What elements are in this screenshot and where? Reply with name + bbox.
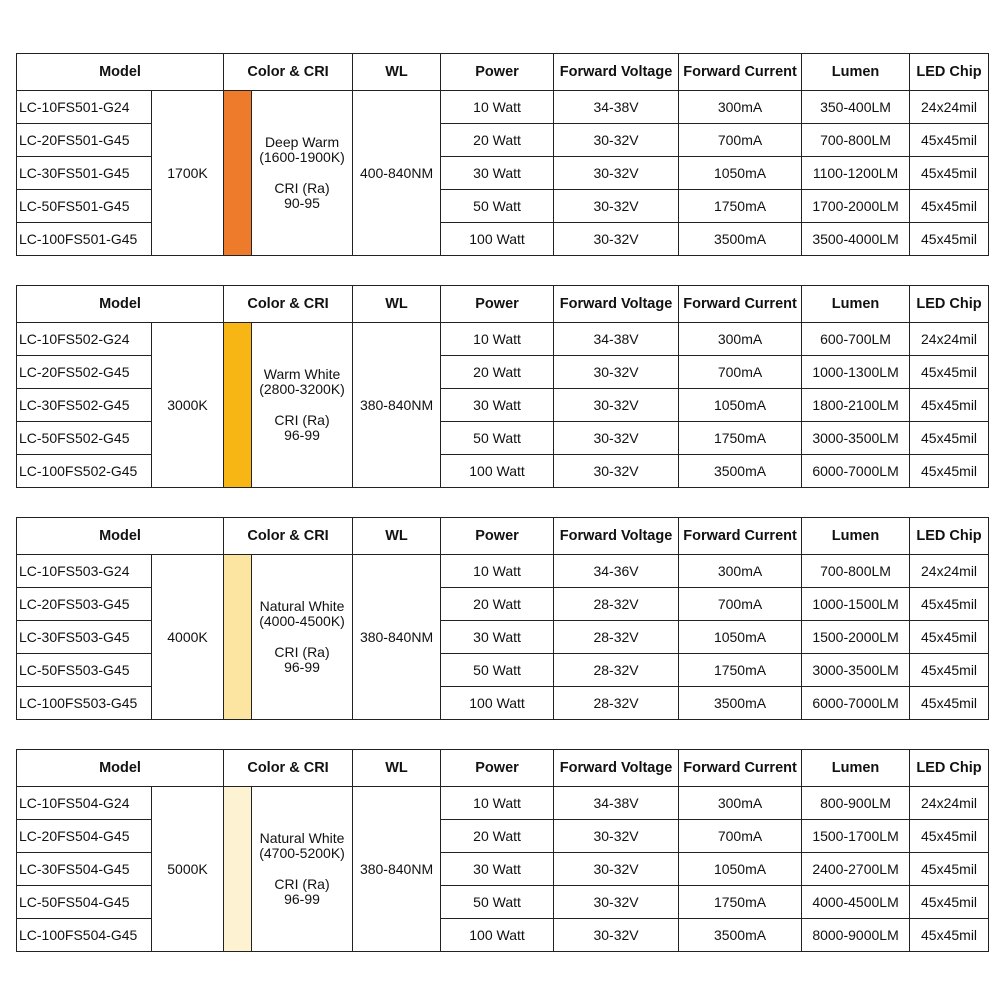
forward-voltage-cell: 30-32V bbox=[554, 190, 679, 223]
wavelength-cell: 400-840NM bbox=[353, 91, 441, 256]
color-description bbox=[252, 787, 353, 952]
forward-current-cell: 300mA bbox=[679, 555, 802, 588]
model-cell: LC-50FS501-G45 bbox=[17, 190, 152, 223]
header-wl: WL bbox=[353, 750, 441, 787]
forward-current-cell: 700mA bbox=[679, 356, 802, 389]
led-chip-cell: 45x45mil bbox=[910, 919, 989, 952]
model-cell: LC-20FS501-G45 bbox=[17, 124, 152, 157]
header-color-cri: Color & CRI bbox=[224, 518, 353, 555]
power-cell: 50 Watt bbox=[441, 654, 554, 687]
forward-current-cell: 3500mA bbox=[679, 455, 802, 488]
header-led-chip: LED Chip bbox=[910, 750, 989, 787]
forward-current-cell: 300mA bbox=[679, 91, 802, 124]
lumen-cell: 3500-4000LM bbox=[802, 223, 910, 256]
led-chip-cell: 45x45mil bbox=[910, 820, 989, 853]
power-cell: 100 Watt bbox=[441, 223, 554, 256]
led-chip-cell: 45x45mil bbox=[910, 853, 989, 886]
color-swatch bbox=[224, 787, 252, 952]
led-chip-cell: 45x45mil bbox=[910, 654, 989, 687]
wavelength-cell: 380-840NM bbox=[353, 323, 441, 488]
header-power: Power bbox=[441, 54, 554, 91]
power-cell: 20 Watt bbox=[441, 588, 554, 621]
table-row bbox=[17, 91, 989, 124]
power-cell: 50 Watt bbox=[441, 422, 554, 455]
model-cell: LC-100FS503-G45 bbox=[17, 687, 152, 720]
led-chip-cell: 45x45mil bbox=[910, 422, 989, 455]
gap bbox=[252, 397, 352, 413]
header-row bbox=[17, 750, 989, 787]
model-cell: LC-20FS502-G45 bbox=[17, 356, 152, 389]
forward-current-cell: 1050mA bbox=[679, 621, 802, 654]
model-cell: LC-100FS504-G45 bbox=[17, 919, 152, 952]
header-led-chip: LED Chip bbox=[910, 518, 989, 555]
led-chip-cell: 45x45mil bbox=[910, 588, 989, 621]
forward-voltage-cell: 34-36V bbox=[554, 555, 679, 588]
color-range: (4000-4500K) bbox=[259, 613, 345, 629]
led-chip-cell: 45x45mil bbox=[910, 223, 989, 256]
color-description bbox=[252, 323, 353, 488]
forward-voltage-cell: 30-32V bbox=[554, 422, 679, 455]
forward-voltage-cell: 30-32V bbox=[554, 886, 679, 919]
led-chip-cell: 24x24mil bbox=[910, 91, 989, 124]
model-cell: LC-20FS503-G45 bbox=[17, 588, 152, 621]
power-cell: 30 Watt bbox=[441, 621, 554, 654]
model-cell: LC-30FS501-G45 bbox=[17, 157, 152, 190]
model-cell: LC-100FS501-G45 bbox=[17, 223, 152, 256]
forward-current-cell: 1050mA bbox=[679, 389, 802, 422]
cri-label: CRI (Ra) bbox=[274, 180, 330, 196]
header-forward-current: Forward Current bbox=[679, 750, 802, 787]
lumen-cell: 6000-7000LM bbox=[802, 455, 910, 488]
lumen-cell: 1000-1500LM bbox=[802, 588, 910, 621]
forward-voltage-cell: 34-38V bbox=[554, 91, 679, 124]
power-cell: 30 Watt bbox=[441, 389, 554, 422]
model-cell: LC-30FS504-G45 bbox=[17, 853, 152, 886]
header-row bbox=[17, 286, 989, 323]
led-chip-cell: 45x45mil bbox=[910, 124, 989, 157]
model-cell: LC-50FS503-G45 bbox=[17, 654, 152, 687]
header-power: Power bbox=[441, 518, 554, 555]
forward-voltage-cell: 34-38V bbox=[554, 323, 679, 356]
power-cell: 10 Watt bbox=[441, 555, 554, 588]
led-chip-cell: 45x45mil bbox=[910, 356, 989, 389]
forward-current-cell: 1750mA bbox=[679, 422, 802, 455]
power-cell: 30 Watt bbox=[441, 853, 554, 886]
gap bbox=[252, 629, 352, 645]
forward-voltage-cell: 30-32V bbox=[554, 157, 679, 190]
lumen-cell: 8000-9000LM bbox=[802, 919, 910, 952]
power-cell: 20 Watt bbox=[441, 820, 554, 853]
led-chip-cell: 45x45mil bbox=[910, 389, 989, 422]
table-row bbox=[17, 323, 989, 356]
header-model: Model bbox=[17, 518, 224, 555]
header-lumen: Lumen bbox=[802, 54, 910, 91]
header-forward-voltage: Forward Voltage bbox=[554, 286, 679, 323]
forward-current-cell: 1050mA bbox=[679, 853, 802, 886]
model-cell: LC-10FS504-G24 bbox=[17, 787, 152, 820]
led-chip-cell: 45x45mil bbox=[910, 886, 989, 919]
power-cell: 100 Watt bbox=[441, 919, 554, 952]
power-cell: 10 Watt bbox=[441, 91, 554, 124]
spec-table bbox=[16, 285, 989, 488]
power-cell: 50 Watt bbox=[441, 886, 554, 919]
forward-voltage-cell: 30-32V bbox=[554, 919, 679, 952]
forward-current-cell: 700mA bbox=[679, 124, 802, 157]
header-wl: WL bbox=[353, 286, 441, 323]
power-cell: 100 Watt bbox=[441, 455, 554, 488]
header-forward-voltage: Forward Voltage bbox=[554, 750, 679, 787]
forward-voltage-cell: 30-32V bbox=[554, 389, 679, 422]
led-chip-cell: 45x45mil bbox=[910, 621, 989, 654]
table-row bbox=[17, 787, 989, 820]
led-chip-cell: 24x24mil bbox=[910, 787, 989, 820]
cri-label: CRI (Ra) bbox=[274, 644, 330, 660]
forward-voltage-cell: 34-38V bbox=[554, 787, 679, 820]
header-lumen: Lumen bbox=[802, 286, 910, 323]
forward-voltage-cell: 30-32V bbox=[554, 223, 679, 256]
power-cell: 20 Watt bbox=[441, 356, 554, 389]
forward-current-cell: 700mA bbox=[679, 820, 802, 853]
cri-label: CRI (Ra) bbox=[274, 876, 330, 892]
color-swatch bbox=[224, 91, 252, 256]
header-model: Model bbox=[17, 54, 224, 91]
power-cell: 30 Watt bbox=[441, 157, 554, 190]
forward-voltage-cell: 30-32V bbox=[554, 356, 679, 389]
wavelength-cell: 380-840NM bbox=[353, 787, 441, 952]
header-model: Model bbox=[17, 750, 224, 787]
header-forward-current: Forward Current bbox=[679, 54, 802, 91]
forward-current-cell: 3500mA bbox=[679, 919, 802, 952]
gap bbox=[252, 165, 352, 181]
power-cell: 20 Watt bbox=[441, 124, 554, 157]
forward-current-cell: 3500mA bbox=[679, 223, 802, 256]
color-swatch bbox=[224, 555, 252, 720]
model-cell: LC-50FS502-G45 bbox=[17, 422, 152, 455]
header-row bbox=[17, 54, 989, 91]
power-cell: 100 Watt bbox=[441, 687, 554, 720]
header-forward-voltage: Forward Voltage bbox=[554, 54, 679, 91]
led-chip-cell: 45x45mil bbox=[910, 157, 989, 190]
color-name: Natural White bbox=[259, 830, 345, 846]
wavelength-cell: 380-840NM bbox=[353, 555, 441, 720]
lumen-cell: 1800-2100LM bbox=[802, 389, 910, 422]
spec-table bbox=[16, 517, 989, 720]
forward-voltage-cell: 28-32V bbox=[554, 687, 679, 720]
lumen-cell: 6000-7000LM bbox=[802, 687, 910, 720]
color-range: (4700-5200K) bbox=[259, 845, 345, 861]
color-name: Deep Warm bbox=[264, 134, 340, 150]
lumen-cell: 700-800LM bbox=[802, 555, 910, 588]
model-cell: LC-20FS504-G45 bbox=[17, 820, 152, 853]
forward-voltage-cell: 30-32V bbox=[554, 853, 679, 886]
forward-voltage-cell: 30-32V bbox=[554, 455, 679, 488]
cri-value: 96-99 bbox=[284, 427, 320, 443]
lumen-cell: 2400-2700LM bbox=[802, 853, 910, 886]
model-cell: LC-30FS502-G45 bbox=[17, 389, 152, 422]
model-cell: LC-10FS501-G24 bbox=[17, 91, 152, 124]
color-range: (1600-1900K) bbox=[259, 149, 345, 165]
cct-cell: 4000K bbox=[152, 555, 224, 720]
cct-cell: 5000K bbox=[152, 787, 224, 952]
spec-table bbox=[16, 53, 989, 256]
forward-voltage-cell: 30-32V bbox=[554, 124, 679, 157]
lumen-cell: 1100-1200LM bbox=[802, 157, 910, 190]
header-wl: WL bbox=[353, 54, 441, 91]
power-cell: 10 Watt bbox=[441, 787, 554, 820]
cri-value: 90-95 bbox=[284, 195, 320, 211]
lumen-cell: 1000-1300LM bbox=[802, 356, 910, 389]
header-power: Power bbox=[441, 750, 554, 787]
lumen-cell: 1500-2000LM bbox=[802, 621, 910, 654]
header-color-cri: Color & CRI bbox=[224, 54, 353, 91]
header-color-cri: Color & CRI bbox=[224, 286, 353, 323]
header-led-chip: LED Chip bbox=[910, 286, 989, 323]
forward-current-cell: 1750mA bbox=[679, 886, 802, 919]
forward-voltage-cell: 28-32V bbox=[554, 654, 679, 687]
header-power: Power bbox=[441, 286, 554, 323]
forward-current-cell: 300mA bbox=[679, 323, 802, 356]
led-chip-cell: 24x24mil bbox=[910, 555, 989, 588]
led-chip-cell: 45x45mil bbox=[910, 687, 989, 720]
cct-cell: 1700K bbox=[152, 91, 224, 256]
lumen-cell: 1500-1700LM bbox=[802, 820, 910, 853]
header-color-cri: Color & CRI bbox=[224, 750, 353, 787]
forward-current-cell: 1750mA bbox=[679, 654, 802, 687]
forward-current-cell: 3500mA bbox=[679, 687, 802, 720]
forward-voltage-cell: 28-32V bbox=[554, 621, 679, 654]
led-chip-cell: 45x45mil bbox=[910, 190, 989, 223]
header-forward-current: Forward Current bbox=[679, 286, 802, 323]
color-range: (2800-3200K) bbox=[259, 381, 345, 397]
color-name: Warm White bbox=[263, 366, 341, 382]
led-chip-cell: 24x24mil bbox=[910, 323, 989, 356]
table-row bbox=[17, 555, 989, 588]
model-cell: LC-10FS502-G24 bbox=[17, 323, 152, 356]
lumen-cell: 3000-3500LM bbox=[802, 654, 910, 687]
lumen-cell: 4000-4500LM bbox=[802, 886, 910, 919]
cri-value: 96-99 bbox=[284, 891, 320, 907]
cri-value: 96-99 bbox=[284, 659, 320, 675]
header-model: Model bbox=[17, 286, 224, 323]
power-cell: 50 Watt bbox=[441, 190, 554, 223]
forward-voltage-cell: 30-32V bbox=[554, 820, 679, 853]
forward-current-cell: 300mA bbox=[679, 787, 802, 820]
lumen-cell: 1700-2000LM bbox=[802, 190, 910, 223]
forward-voltage-cell: 28-32V bbox=[554, 588, 679, 621]
color-name: Natural White bbox=[259, 598, 345, 614]
lumen-cell: 800-900LM bbox=[802, 787, 910, 820]
model-cell: LC-50FS504-G45 bbox=[17, 886, 152, 919]
color-swatch bbox=[224, 323, 252, 488]
forward-current-cell: 700mA bbox=[679, 588, 802, 621]
spec-table bbox=[16, 749, 989, 952]
forward-current-cell: 1050mA bbox=[679, 157, 802, 190]
header-forward-current: Forward Current bbox=[679, 518, 802, 555]
gap bbox=[252, 861, 352, 877]
header-lumen: Lumen bbox=[802, 750, 910, 787]
color-description bbox=[252, 91, 353, 256]
power-cell: 10 Watt bbox=[441, 323, 554, 356]
header-led-chip: LED Chip bbox=[910, 54, 989, 91]
cri-label: CRI (Ra) bbox=[274, 412, 330, 428]
model-cell: LC-30FS503-G45 bbox=[17, 621, 152, 654]
model-cell: LC-100FS502-G45 bbox=[17, 455, 152, 488]
lumen-cell: 3000-3500LM bbox=[802, 422, 910, 455]
color-description bbox=[252, 555, 353, 720]
header-lumen: Lumen bbox=[802, 518, 910, 555]
header-forward-voltage: Forward Voltage bbox=[554, 518, 679, 555]
model-cell: LC-10FS503-G24 bbox=[17, 555, 152, 588]
lumen-cell: 350-400LM bbox=[802, 91, 910, 124]
lumen-cell: 700-800LM bbox=[802, 124, 910, 157]
cct-cell: 3000K bbox=[152, 323, 224, 488]
header-wl: WL bbox=[353, 518, 441, 555]
header-row bbox=[17, 518, 989, 555]
led-chip-cell: 45x45mil bbox=[910, 455, 989, 488]
forward-current-cell: 1750mA bbox=[679, 190, 802, 223]
lumen-cell: 600-700LM bbox=[802, 323, 910, 356]
